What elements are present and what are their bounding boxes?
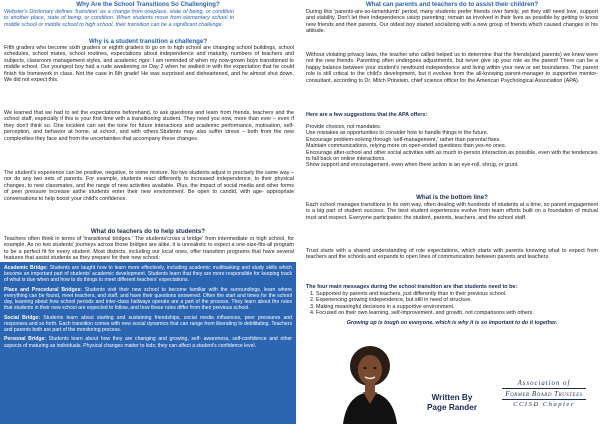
left-para-4: Teachers often think in terms of 'transitional bridges.' The students'cross a bridge' from intermediate or high school, for example. As no two students' journeys across those bridges are alike, it is unrealistic to expect a one-size-fits-all program to be a perfect fit for every student. Most districts, including our local ones, offer transition programs that have several features that assist students as they prepare for their new school: [4,236,294,262]
bridge-academic-title: Academic Bridge: [4,265,48,271]
author-photo [339,338,401,424]
bridge-place-title: Place and Procedural Bridges: [4,286,82,293]
list-item: 4. Focused on their own learning, self-improvement, and growth, not comparisons with others. [316,310,598,316]
list-item: 3. Making meaningful decisions in a supportive environment. [316,304,598,310]
right-para-1: During this 'parents-are-so-lame/dumb' period, many students prefer friends over family, yet they still need love, support and stability. Don't let their independence usurp parenting; remain as involved in their lives as possible by getting to know new friends and their parents. Our oldest boy started socializing with a new group of friends which caused changes in his attitude. [306,9,598,35]
byline-author: Page Rander [426,402,478,412]
left-para-2: We learned that we had to set the expectations beforehand, to ask questions and learn from friends, teachers and the school staff, especially if this is your first time with a transitioning student. They need you now, more than ever – even if they don't think so. One incident can set the tone for future interactions and academic performance, motivation, self-perception, and behavior at home, at school, and with others.Students may also suffer stress – both from the new complexities they face and from the uncertainties that accompany these changes. [4,110,294,142]
bridge-social [4,315,292,333]
logo-rule [502,388,586,389]
left-para-3: The student's experience can be positive, negative, or some mixture. No two students adjust in precisely the same way – nor do any two sets of parents. For example, students react differently to increased independence, to their physical changes, to new classmates, and the range of new activities available. Plus, the impact of social media and other forms of peer pressure increase asthe students enter their new environment. Be open to candid, with age- appropriate conversations to help boost your child's confidence. [4,170,294,202]
association-logo [494,380,594,408]
left-title-why: Why is a student transition a challenge? [88,38,208,45]
right-title-assist: What can parents and teachers do to assist their children? [365,1,539,8]
list-item: 2. Experiencing growing independence, but still in need of structure. [316,297,598,303]
bridge-academic [4,265,292,283]
messages-list [306,291,598,317]
bridge-academic-text: Students are taught how to learn more effectively, including academic multitasking and study skills which become an important part of students' academic development. Students learn that they are more responsible for keeping track of what is due when and how to do things to meet different teachers' expectations. [4,265,293,284]
right-title-bottom-line: What is the bottom line? [416,194,488,201]
apa-suggestions-list [306,124,598,169]
list-item: Maintain communications, relying more on open-ended questions than yes-no ones. [306,143,507,150]
bridge-social-text: Students learn about starting and sustaining friendships, social media influences, peer pressures and responses and so forth. Each transition comes with new social dynamics that can range from liberating to debilitating. Teachers and parents both are part of the monitoring process. [4,314,292,333]
logo-line-2: Former Board Trustees [505,390,583,398]
logo-rule [502,399,586,400]
right-para-2: Without violating privacy laws, the teacher who called helped us to determine that the friends(and parents) we knew were not the new friends. Parenting often undergoes adjustments, but never give up your role as the parent! There can be a happy balance between your student's newfound independence and living within your new or set boundaries. The parent role is still critical to the child's development, but it evolves from the all-knowing parent-manager to supportive mentor-consultant, according to Dr. Mitch Prinstein, chief science officer for the American Psychological Association (APA). [306,52,598,84]
right-para-3: Each school manages transitions in its own way, often dealing with hundreds of students at a time, so parent engagement is a big part of student success. The best student experiences evolve from team efforts built on a foundation of mutual trust and respect. Everyone participates: the student, parents, teachers, and the school staff. [306,202,598,221]
right-para-4: Trust starts with a shared understanding of role expectations, which starts with parents knowing what to expect from teachers and the schools and expands to open lines of communication between parents and teachers. [306,248,598,261]
left-title-challenging: Why Are the School Transitions So Challenging? [76,1,220,8]
messages-title: The four main messages during the school transition are that students need to be: [306,284,518,290]
list-item: Show support and encouragement, even when there action is an eye-roll, shrug, or grunt. [306,162,519,169]
left-column [0,0,296,424]
author-portrait-icon [339,338,401,424]
bridge-personal [4,336,292,348]
left-para-1: Fifth graders who become sixth graders or eighth graders to go on to high school are changing school buildings, school schedules, school mates, school routines, expectations about independence and maturity, numbers of teachers and subjects, classroom management styles, and academic rigor. I am reminded of when my now-grown boys transitioned to middle school. Our youngest boy had a rude awakening on Day 2 when he walked in with the expectation that he could finish his homework in class. Not the case in 6th grade! He was surprised and disheartened, and he almost shut down. We did not expect this. [4,45,294,84]
byline-label: Written By [431,393,473,402]
bridge-social-title: Social Bridge: [4,314,41,321]
apa-suggestions-title [306,112,598,118]
list-item: Provide choices, not mandates. [306,124,382,130]
left-intro: Webster's Dictionary defines 'transition' as a change from oneplace, state of being, or condition to another place, state of being, or condition. When students move from elementary school to middle school or middle school to high school, their transition can be a significant challenge. [4,9,234,28]
list-item: Use mistakes as opportunities to consider how to handle things in the future. [306,130,489,137]
bridges-box [0,262,296,424]
bridge-personal-text: Students learn about how they are changing and growing, self- awareness, self-confidence and other aspects of maturing as individuals. Physical changes matter to kids; they can affect a student's confidence level. [4,336,293,349]
list-item: Encourage problem-solving through 'self-management,' rather than parental fixes. [306,136,501,143]
apa-suggestions-title-text: Here are a few suggestions that the APA offers: [306,112,428,118]
bridge-personal-title: Personal Bridge: [4,336,46,343]
logo-line-1: Association of [517,380,571,387]
list-item: Encourage after-school and other social activities with as much in-person interaction as possible, even with the tendencies to fall back on online interactions. [306,149,598,163]
list-item: 1. Supported by parents and teachers, just differently than in their previous school. [316,291,598,297]
byline [413,393,491,412]
logo-line-3: CCISD Chapter [513,401,575,408]
closing-quote: Growing up is tough on everyone, which is why it is so important to do it together. [346,320,558,326]
bridge-place-text: Students visit their new school to become familiar with the surroundings, learn where everything can be found, meet teachers, and staff, and have their questions answered. Often the start and times for the school day, learning about how school periods and inter-class hallways operate are a part of the process. They learn about the rules that students in their new school are expected to follow, and how these rules differ from their previous school. [4,286,293,312]
left-title-teachers: What do teachers do to help students? [90,228,206,235]
bridge-place [4,287,292,311]
